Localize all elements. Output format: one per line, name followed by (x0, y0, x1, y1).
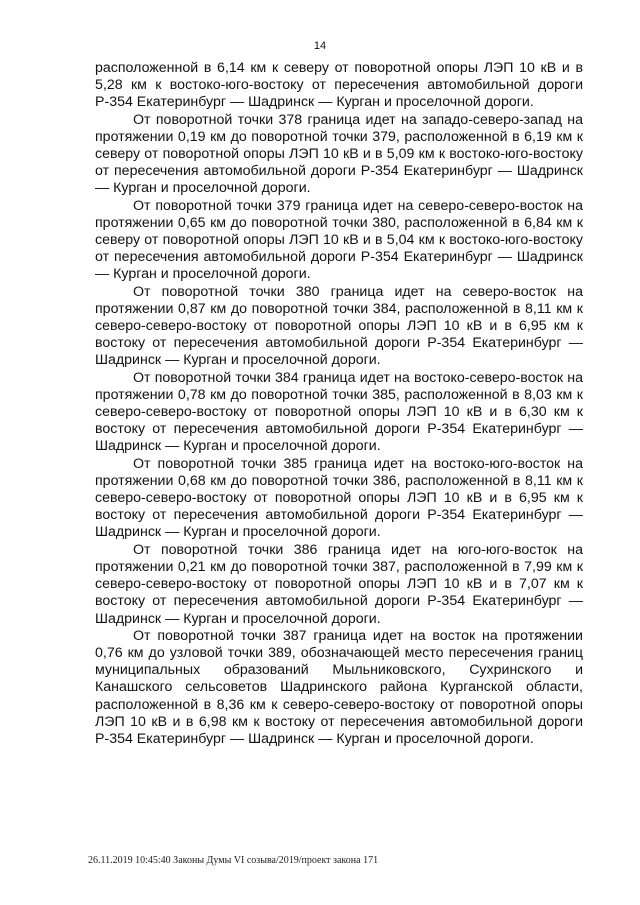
paragraph-point-385: От поворотной точки 385 граница идет на востоко-юго-восток на протяжении 0,68 км до поворотной точки 386, расположенной в 8,11 км к северо-северо-востоку от поворотной опоры ЛЭП 10 кВ и в 6,95 км к востоку от пересечения автомобильной дороги Р-354 Екатеринбург — Шадринск — Курган и проселочной дороги. (95, 455, 583, 541)
paragraph-continuation: расположенной в 6,14 км к северу от поворотной опоры ЛЭП 10 кВ и в 5,28 км к востоко-юго-востоку от пересечения автомобильной дороги Р-354 Екатеринбург — Шадринск — Курган и проселочной дороги. (95, 60, 583, 111)
paragraph-point-384: От поворотной точки 384 граница идет на востоко-северо-восток на протяжении 0,78 км до поворотной точки 385, расположенной в 8,03 км к северо-северо-востоку от поворотной опоры ЛЭП 10 кВ и в 6,30 км к востоку от пересечения автомобильной дороги Р-354 Екатеринбург — Шадринск — Курган и проселочной дороги. (95, 369, 583, 455)
paragraph-point-378: От поворотной точки 378 граница идет на западо-северо-запад на протяжении 0,19 км до поворотной точки 379, расположенной в 6,19 км к северу от поворотной опоры ЛЭП 10 кВ и в 5,09 км к востоко-юго-востоку от пересечения автомобильной дороги Р-354 Екатеринбург — Шадринск — Курган и проселочной дороги. (95, 111, 583, 197)
paragraph-point-386: От поворотной точки 386 граница идет на юго-юго-восток на протяжении 0,21 км до поворотной точки 387, расположенной в 7,99 км к северо-северо-востоку от поворотной опоры ЛЭП 10 кВ и в 7,07 км к востоку от пересечения автомобильной дороги Р-354 Екатеринбург — Шадринск — Курган и проселочной дороги. (95, 541, 583, 627)
document-body (95, 60, 583, 748)
paragraph-point-379: От поворотной точки 379 граница идет на северо-северо-восток на протяжении 0,65 км до поворотной точки 380, расположенной в 6,84 км к северу от поворотной опоры ЛЭП 10 кВ и в 5,04 км к востоко-юго-востоку от пересечения автомобильной дороги Р-354 Екатеринбург — Шадринск — Курган и проселочной дороги. (95, 197, 583, 283)
paragraph-point-387: От поворотной точки 387 граница идет на восток на протяжении 0,76 км до узловой точки 389, обозначающей место пересечения границ муниципальных образований Мыльниковского, Сухринского и Канашского сельсоветов Шадринского района Курганской области, расположенной в 8,36 км к северо-северо-востоку от поворотной опоры ЛЭП 10 кВ и в 6,98 км к востоку от пересечения автомобильной дороги Р-354 Екатеринбург — Шадринск — Курган и проселочной дороги. (95, 627, 583, 747)
paragraph-point-380: От поворотной точки 380 граница идет на северо-восток на протяжении 0,87 км до поворотной точки 384, расположенной в 8,11 км к северо-северо-востоку от поворотной опоры ЛЭП 10 кВ и в 6,95 км к востоку от пересечения автомобильной дороги Р-354 Екатеринбург — Шадринск — Курган и проселочной дороги. (95, 283, 583, 369)
document-footer: 26.11.2019 10:45:40 Законы Думы VI созыва/2019/проект закона 171 (88, 855, 379, 866)
page-number: 14 (313, 40, 327, 52)
